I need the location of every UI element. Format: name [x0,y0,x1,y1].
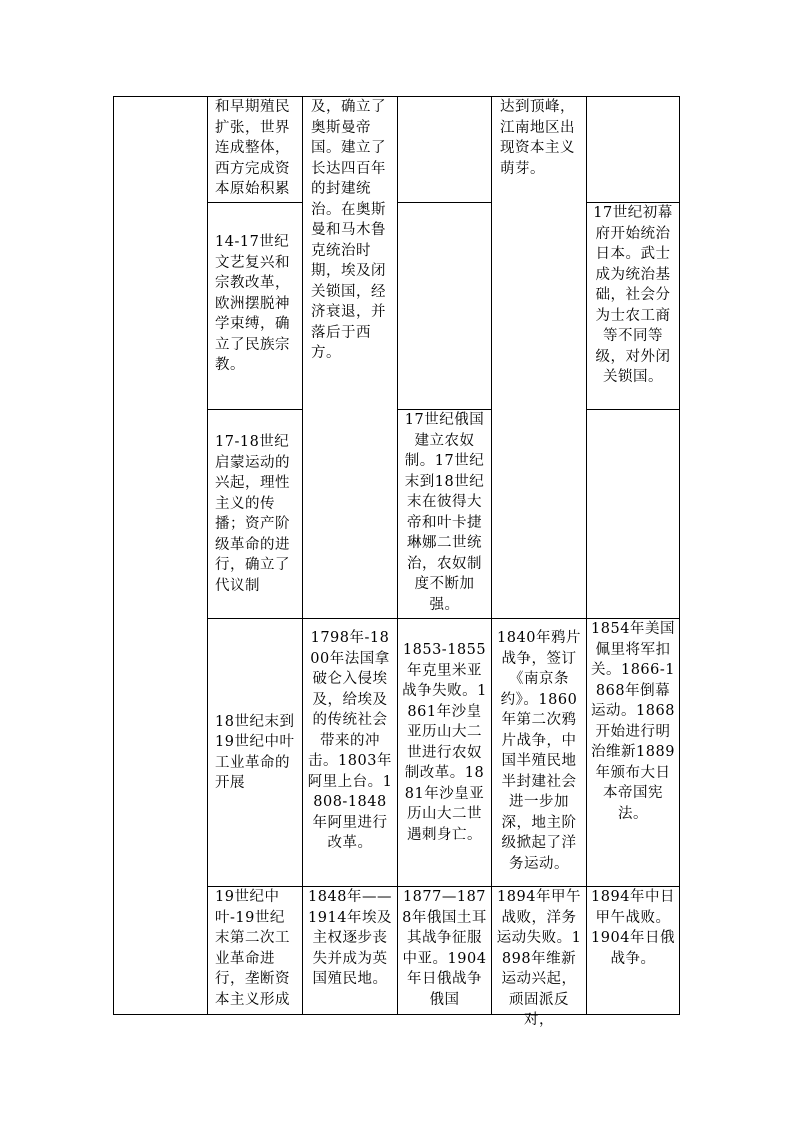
table-cell: 1798年-1800年法国拿破仑入侵埃及，给埃及的传统社会带来的冲击。1803年阿里上台。1808-1848年阿里进行改革。 [307,630,393,851]
table-cell: 14-17世纪文艺复兴和宗教改革，欧洲摆脱神学束缚，确立了民族宗教。 [215,234,290,373]
table-cell: 19世纪中叶-19世纪末第二次工业革命进行，垄断资本主义形成 [215,889,290,1008]
table-cell: 及，确立了奥斯曼帝国。建立了长达四百年的封建统治。在奥斯曼和马木鲁克统治时期，埃及闭关锁国，经济衰退，并落后于西方。 [311,99,386,361]
table-cell: 17世纪俄国建立农奴制。17世纪末到18世纪末在彼得大帝和叶卡捷琳娜二世统治，农奴制度不断加强。 [404,412,485,613]
table-cell: 1894年甲午战败，洋务运动失败。1898年维新运动兴起，顽固派反对， [496,889,582,1028]
table-cell: 1877—1878年俄国土耳其战争征服中亚。1904年日俄战争俄国 [402,889,487,1008]
table-cell [208,619,302,886]
table-cell: 17-18世纪启蒙运动的兴起，理性主义的传播；资产阶级革命的进行，确立了代议制 [215,434,290,594]
table-cell: 1894年中日甲午战败。1904年日俄战争。 [591,889,675,967]
table-cell: 1853-1855年克里米亚战争失败。1861年沙皇亚历山大二世进行农奴制改革。1881年沙皇亚历山大二世遇刺身亡。 [402,642,487,843]
table-cell: 1854年美国佩里将军扣关。1866-1868年倒幕运动。1868开始进行明治维新1889年颁布大日本帝国宪法。 [590,621,676,822]
table-cell: 达到顶峰，江南地区出现资本主义萌芽。 [500,99,575,177]
table-cell: 1848年——1914年埃及主权逐步丧失并成为英国殖民地。 [308,889,392,987]
table-cell: 1840年鸦片战争，签订《南京条约》。1860年第二次鸦片战争，中国半殖民地半封建社会进一步加深，地主阶级掀起了洋务运动。 [497,630,581,872]
table-cell: 17世纪初幕府开始统治日本。武士成为统治基础，社会分为士农工商等不同等级，对外闭关锁国。 [593,205,673,385]
cell-text: 18世纪末到19世纪中叶工业革命的开展 [215,713,295,791]
table-cell: 和早期殖民扩张，世界连成整体，西方完成资本原始积累 [215,99,290,197]
